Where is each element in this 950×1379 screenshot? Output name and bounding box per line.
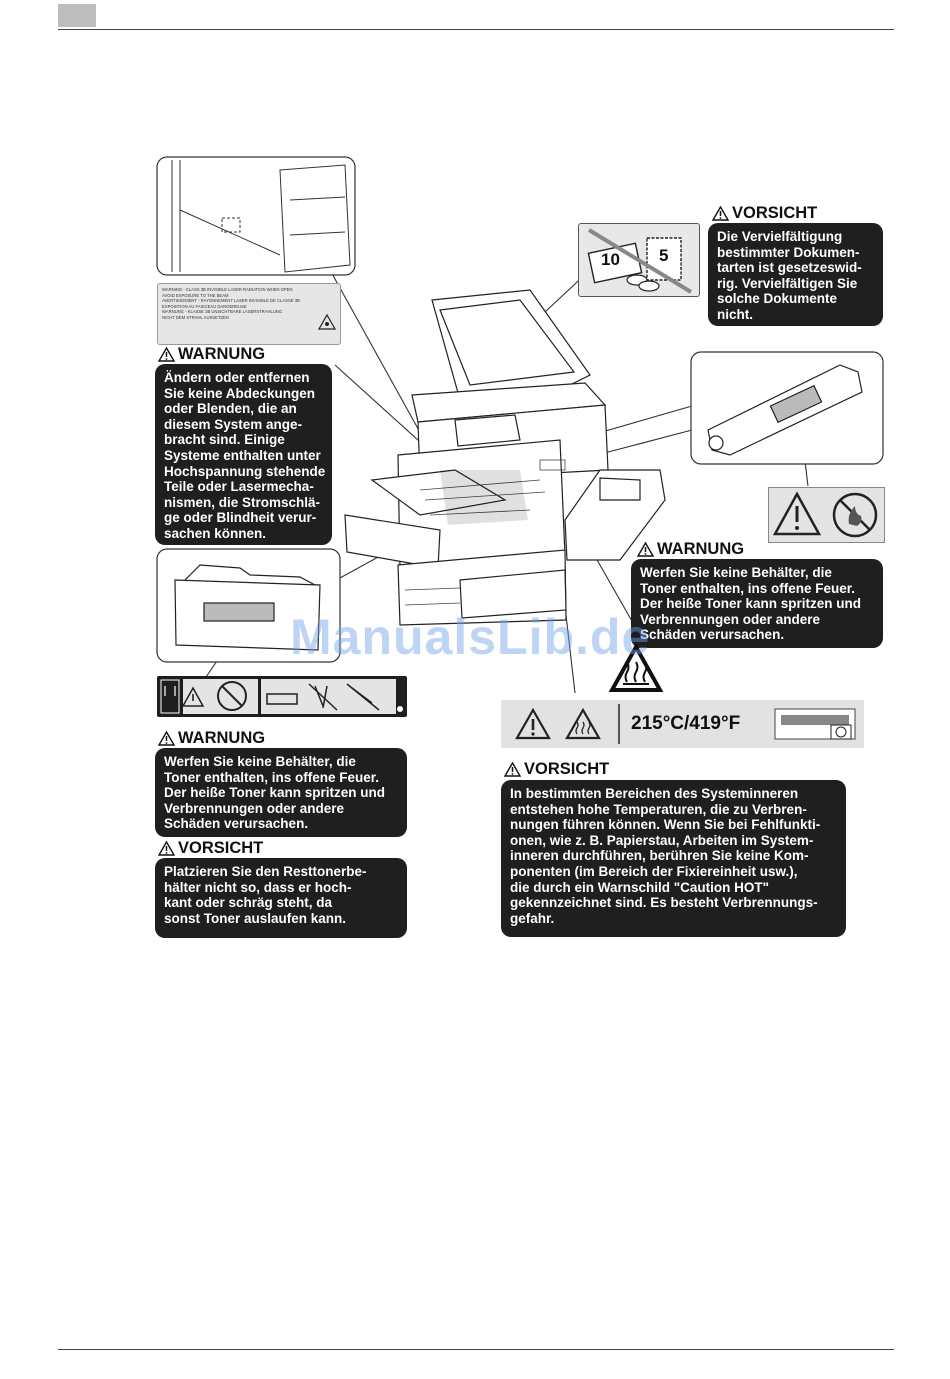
caution-waste-panel: Platzieren Sie den Resttonerbe- hälter nicht so, dass er hoch- kant oder schräg steht, da sonst Toner auslaufen kann.: [155, 858, 407, 938]
fuser-unit-icon: [771, 703, 861, 745]
rear-panel-detail: [157, 157, 355, 275]
laser-warning-label: WARNING - CLASS 3B INVISIBLE LASER RADIATION WHEN OPEN AVOID EXPOSURE TO THE BEAM AVERTISSEMENT - RAYONNEMENT LASER INVISIBLE DE CLASSE 3B EXPOSITION AU FAISCEAU DANGEREUSE WARNUNG - KLASSE 3B UNSICHTBARE LASERSTRAHLUNG NICHT DEM STRAHL AUSSETZEN: [157, 283, 341, 345]
warning-covers-heading: WARNUNG: [158, 345, 265, 364]
caution-copy-panel: Die Vervielfältigung bestimmter Dokumen- tarten ist gesetzeswid- rig. Vervielfältigen Sie solche Dokumente nicht.: [708, 223, 883, 326]
warning-triangle-icon: [158, 731, 175, 746]
caution-hot-panel: In bestimmten Bereichen des Systeminneren entstehen hohe Temperaturen, die zu Verbren- nungen führen können. Wenn Sie bei Fehlfunkti- onen, wie z. B. Papierstau, Arbeiten im System- inneren durchführen, berühren Sie keine Kom- ponenten (im Bereich der Fixiereinheit usw.), die durch ein Warnschild "Caution HOT" gekennzeichnet sind. Es besteht Verbrennungs- gefahr.: [501, 780, 846, 937]
warning-triangle-icon: [504, 762, 521, 777]
warning-toner-right-heading: WARNUNG: [637, 540, 744, 559]
stamp-value: 5: [659, 246, 669, 265]
warning-triangle-icon: [158, 841, 175, 856]
waste-box-label-strip: [157, 676, 407, 717]
warning-triangle-icon: [158, 347, 175, 362]
warning-covers-panel: Ändern oder entfernen Sie keine Abdeckungen oder Blenden, die an diesem System ange- bracht sind. Einige Systeme enthalten unter Hochspannung stehende Teile oder Lasermecha- nismen, die Stromschlä- ge oder Blindheit verur- sachen können.: [155, 364, 332, 545]
caution-waste-heading: VORSICHT: [158, 839, 263, 858]
control-panel: [455, 415, 520, 446]
general-warning-icon: [517, 710, 549, 738]
laser-hazard-icon: [318, 314, 336, 330]
watermark: ManualsLib.de: [290, 609, 651, 665]
caution-copy-heading: VORSICHT: [712, 204, 817, 223]
temperature-readout: 215°C/419°F: [631, 713, 741, 734]
warning-triangle-icon: [712, 206, 729, 221]
banknote-stamp-icon: [579, 224, 699, 296]
toner-bottle-detail: [691, 352, 883, 464]
toner-pictogram-label: [768, 487, 885, 543]
heat-label-divider: [618, 704, 620, 744]
general-warning-icon: [775, 494, 819, 534]
warning-toner-left-heading: WARNUNG: [158, 729, 265, 748]
no-copy-money-label: [578, 223, 700, 297]
warning-toner-left-panel: Werfen Sie keine Behälter, die Toner enthalten, ins offene Feuer. Der heiße Toner kann spritzen und Verbrennungen oder andere Schäden verursachen.: [155, 748, 407, 837]
warning-toner-right-panel: Werfen Sie keine Behälter, die Toner enthalten, ins offene Feuer. Der heiße Toner kann spritzen und Verbrennungen oder andere Schäden verursachen.: [631, 559, 883, 648]
hot-surface-small-icon: [567, 710, 599, 738]
no-fire-icon: [834, 494, 876, 536]
banknote-value: 10: [601, 250, 620, 269]
warning-triangle-icon: [637, 542, 654, 557]
heat-label-bar: [501, 700, 864, 748]
caution-hot-heading: VORSICHT: [504, 760, 609, 779]
